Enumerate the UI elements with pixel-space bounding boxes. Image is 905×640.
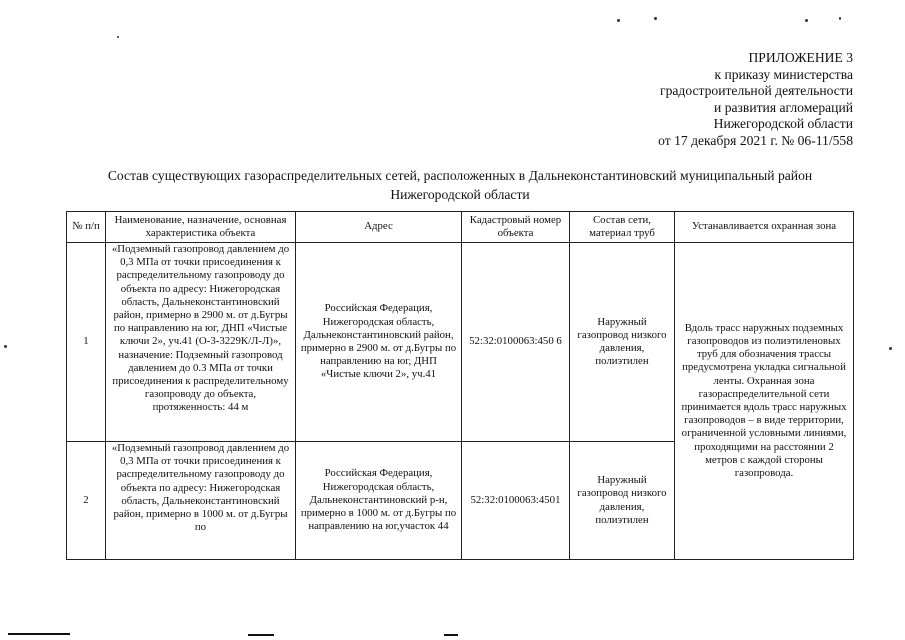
row-name-cell bbox=[106, 442, 296, 560]
annex-header bbox=[658, 50, 853, 150]
scan-speck bbox=[4, 345, 7, 348]
gas-network-table bbox=[66, 211, 854, 560]
annex-line: градостроительной деятельности bbox=[660, 83, 853, 99]
title-line-1: Состав существующих газораспределительных сетей, расположенных в Дальнеконстантиновский муниципальный район bbox=[107, 168, 813, 183]
scan-speck bbox=[654, 17, 657, 20]
zone-cell: Вдоль трасс наружных подземных газопроводов из полиэтиленовых труб для обозначения трассы предусмотрена укладка сигнальной ленты. Охранная зона газораспределительной сети принимается вдоль трасс наружных газопроводов – в виде территории, ограниченной условными линиями, проходящими на расстоянии 2 метров с каждой стороны газопровода. bbox=[675, 243, 854, 560]
row-num: 1 bbox=[67, 243, 106, 442]
document-title bbox=[60, 166, 860, 204]
header-zone: Устанавливается охранная зона bbox=[675, 212, 854, 243]
row-address: Российская Федерация, Нижегородская область, Дальнеконстантиновский р-н, примерно в 1000 м. от д.Бугры по направлению на юг,участок 44 bbox=[296, 442, 462, 560]
header-network: Состав сети, материал труб bbox=[570, 212, 675, 243]
table-header-row bbox=[67, 212, 854, 243]
row-address: Российская Федерация, Нижегородская область, Дальнеконстантиновский район, примерно в 2900 м. от д.Бугры по направлению на юг, ДНП «Чистые ключи 2», уч.41 bbox=[296, 243, 462, 442]
row-num: 2 bbox=[67, 442, 106, 560]
scan-edge-mark bbox=[8, 633, 70, 635]
scan-speck bbox=[889, 347, 892, 350]
header-cadastral: Кадастровый номер объекта bbox=[462, 212, 570, 243]
annex-line: Нижегородской области bbox=[713, 116, 853, 132]
scan-speck bbox=[805, 19, 808, 22]
row-name: «Подземный газопровод давлением до 0,3 МПа от точки присоединения к распределительному газопроводу до объекта по адресу: Нижегородская область, Дальнеконстантиновский район, примерно в 2900 м. от д.Бугры по направлению на юг, ДНП «Чистые ключи 2», уч.41 (О-3-3229К/Л-Л)», назначение: Подземный газопровод давлением до 0.3 МПа от точки присоединения к распределительному газопроводу до объекта, протяженность: 44 м bbox=[111, 243, 290, 414]
scan-speck bbox=[839, 17, 841, 20]
annex-title: ПРИЛОЖЕНИЕ 3 bbox=[748, 50, 853, 65]
title-line-2: Нижегородской области bbox=[390, 187, 530, 202]
row-cadastral: 52:32:0100063:450 6 bbox=[462, 243, 570, 442]
header-address: Адрес bbox=[296, 212, 462, 243]
scan-speck bbox=[117, 36, 119, 38]
header-name: Наименование, назначение, основная характеристика объекта bbox=[106, 212, 296, 243]
annex-date-number: от 17 декабря 2021 г. № 06-11/558 bbox=[658, 132, 853, 148]
row-name: «Подземный газопровод давлением до 0,3 МПа от точки присоединения к распределительному газопроводу до объекта по адресу: Нижегородская область, Дальнеконстантиновский район, примерно в 1000 м. от д.Бугры по bbox=[111, 442, 290, 534]
row-name-cell bbox=[106, 243, 296, 442]
annex-line: и развития агломераций bbox=[714, 99, 853, 115]
scan-edge-mark bbox=[444, 634, 458, 636]
row-network: Наружный газопровод низкого давления, полиэтилен bbox=[570, 442, 675, 560]
header-num: № п/п bbox=[67, 212, 106, 243]
annex-line: к приказу министерства bbox=[714, 66, 853, 82]
scan-speck bbox=[617, 19, 620, 22]
row-network: Наружный газопровод низкого давления, полиэтилен bbox=[570, 243, 675, 442]
table-row bbox=[67, 243, 854, 442]
row-cadastral: 52:32:0100063:4501 bbox=[462, 442, 570, 560]
scan-edge-mark bbox=[248, 634, 274, 636]
